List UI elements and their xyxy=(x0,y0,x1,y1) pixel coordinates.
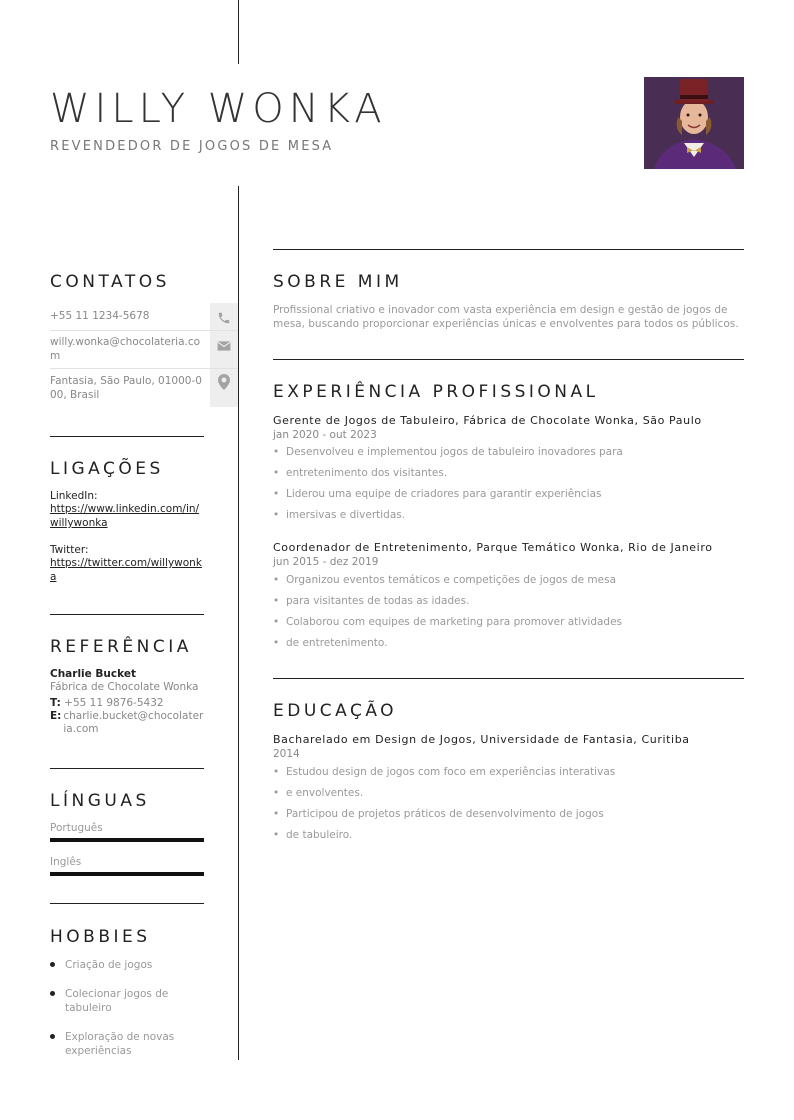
contacts-heading: CONTATOS xyxy=(50,272,170,292)
about-heading: SOBRE MIM xyxy=(273,272,403,292)
job-date: jun 2015 - dez 2019 xyxy=(273,556,379,568)
contact-phone[interactable]: +55 11 1234-5678 xyxy=(50,310,150,322)
contact-divider xyxy=(50,330,238,331)
job-bullet: • Liderou uma equipe de criadores para garantir experiências xyxy=(273,488,602,500)
job-title: Coordenador de Entretenimento, Parque Temático Wonka, Rio de Janeiro xyxy=(273,541,713,554)
section-divider xyxy=(50,768,204,769)
education-bullet: • Participou de projetos práticos de desenvolvimento de jogos xyxy=(273,808,604,820)
reference-phone: T: +55 11 9876-5432 xyxy=(50,697,164,709)
hobby-item: Colecionar jogos de tabuleiro xyxy=(50,987,210,1015)
education-bullet: • e envolventes. xyxy=(273,787,364,799)
language-name: Inglês xyxy=(50,856,82,868)
contact-address: Fantasia, São Paulo, 01000-000, Brasil xyxy=(50,375,202,401)
education-bullet: • Estudou design de jogos com foco em experiências interativas xyxy=(273,766,616,778)
hobby-item: Criação de jogos xyxy=(50,958,210,972)
vertical-divider xyxy=(238,186,239,1060)
reference-block xyxy=(50,668,204,736)
twitter-link[interactable]: https://twitter.com/willywonka xyxy=(50,557,202,583)
page-title: WILLY WONKA xyxy=(50,86,387,132)
linkedin-link[interactable]: https://www.linkedin.com/in/willywonka xyxy=(50,503,200,529)
job-date: jan 2020 - out 2023 xyxy=(273,429,377,441)
links-heading: LIGAÇÕES xyxy=(50,459,164,479)
job-bullet: • para visitantes de todas as idades. xyxy=(273,595,470,607)
languages-heading: LÍNGUAS xyxy=(50,791,150,811)
language-level-bar xyxy=(50,838,204,842)
job-bullet: • Organizou eventos temáticos e competições de jogos de mesa xyxy=(273,574,617,586)
section-divider xyxy=(50,436,204,437)
contact-divider xyxy=(50,368,238,369)
education-bullet: • de tabuleiro. xyxy=(273,829,353,841)
job-bullet: • imersivas e divertidas. xyxy=(273,509,406,521)
reference-name: Charlie Bucket xyxy=(50,668,136,680)
education-heading: EDUCAÇÃO xyxy=(273,701,398,721)
link-item-twitter: Twitter: https://twitter.com/willywonka xyxy=(50,544,204,584)
language-name: Português xyxy=(50,822,103,834)
vertical-divider-top xyxy=(238,0,239,64)
education-title: Bacharelado em Design de Jogos, Universidade de Fantasia, Curitiba xyxy=(273,733,690,746)
job-bullet: • Desenvolveu e implementou jogos de tabuleiro inovadores para xyxy=(273,446,623,458)
section-divider xyxy=(50,614,204,615)
section-divider xyxy=(50,903,204,904)
bullet-dot xyxy=(50,991,55,996)
job-bullet: • entretenimento dos visitantes. xyxy=(273,467,448,479)
bullet-dot xyxy=(50,1034,55,1039)
reference-company: Fábrica de Chocolate Wonka xyxy=(50,681,199,693)
contact-email[interactable]: willy.wonka@chocolateria.com xyxy=(50,336,201,362)
education-date: 2014 xyxy=(273,748,300,760)
reference-heading: REFERÊNCIA xyxy=(50,637,192,657)
job-bullet: • Colaborou com equipes de marketing para promover atividades xyxy=(273,616,623,628)
section-divider xyxy=(273,678,744,679)
section-divider xyxy=(273,249,744,250)
profile-photo xyxy=(644,77,744,169)
job-subtitle: REVENDEDOR DE JOGOS DE MESA xyxy=(50,139,334,154)
link-item-linkedin: LinkedIn: https://www.linkedin.com/in/willywonka xyxy=(50,490,204,530)
language-level-fill xyxy=(50,838,204,842)
section-divider xyxy=(273,359,744,360)
about-text: Profissional criativo e inovador com vasta experiência em design e gestão de jogos de mesa, buscando proporcionar experiências únicas e envolventes para todos os públicos. xyxy=(273,304,739,330)
reference-email[interactable]: E: charlie.bucket@chocolateria.com xyxy=(50,710,204,735)
job-title: Gerente de Jogos de Tabuleiro, Fábrica de Chocolate Wonka, São Paulo xyxy=(273,414,702,427)
hobby-item: Exploração de novas experiências xyxy=(50,1030,210,1058)
language-level-fill xyxy=(50,872,204,876)
bullet-dot xyxy=(50,962,55,967)
language-level-bar xyxy=(50,872,204,876)
experience-heading: EXPERIÊNCIA PROFISSIONAL xyxy=(273,382,599,402)
links-list xyxy=(50,490,204,584)
job-bullet: • de entretenimento. xyxy=(273,637,388,649)
hobbies-heading: HOBBIES xyxy=(50,927,151,947)
